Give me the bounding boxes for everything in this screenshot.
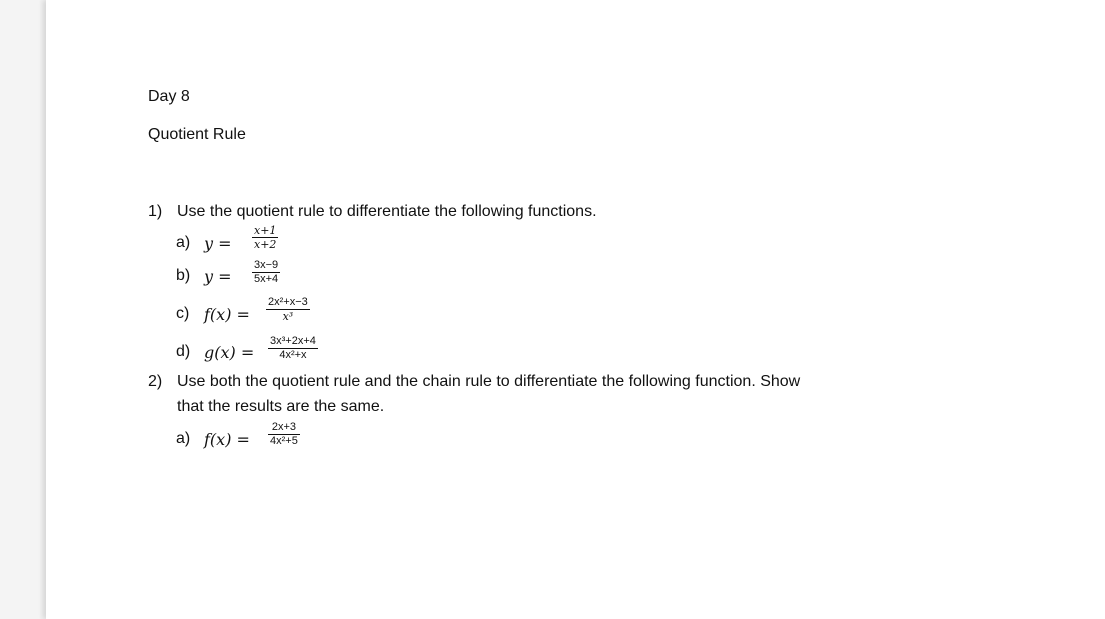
q2-number: 2) [148,373,163,390]
q2-prompt-line2: that the results are the same. [177,398,385,415]
q1-part-b-numerator: 3x−9 [254,259,279,271]
q1-part-d-denominator: 4x²+x [279,349,307,361]
left-margin [0,0,40,619]
q1-part-a-fraction [252,225,278,250]
day-label: Day 8 [148,88,190,105]
q1-part-a-lhs: y = [204,234,232,253]
q1-part-b-denominator: 5x+4 [254,273,279,285]
q1-part-a-denominator: x+2 [254,238,277,251]
q1-part-b-lhs: y = [204,267,232,286]
q1-number: 1) [148,203,163,220]
q2-part-a-fraction [268,422,300,447]
q1-part-d-fraction [268,336,318,361]
q1-part-b-fraction [252,260,280,285]
topic-title: Quotient Rule [148,126,246,143]
q1-part-d-lhs: g(x) = [204,343,255,362]
q2-part-a-lhs: f(x) = [204,430,250,449]
q1-part-c-label: c) [176,305,190,322]
document-page [46,0,1105,619]
q1-part-c-lhs: f(x) = [204,305,250,324]
q1-part-a-numerator: x+1 [254,224,277,237]
q1-prompt: Use the quotient rule to differentiate the following functions. [177,203,597,220]
q2-part-a-denominator: 4x²+5 [270,435,298,447]
q2-part-a-label: a) [176,430,191,447]
q1-part-c-fraction [266,297,310,322]
q1-part-c-numerator: 2x²+x−3 [268,296,308,308]
q1-part-c-denominator: x³ [282,310,294,323]
q1-part-d-label: d) [176,343,191,360]
q1-part-d-numerator: 3x³+2x+4 [270,335,316,347]
q2-prompt-line1: Use both the quotient rule and the chain rule to differentiate the following function. Show [177,373,801,390]
q1-part-a-label: a) [176,234,191,251]
q2-part-a-numerator: 2x+3 [268,422,300,435]
q1-part-b-label: b) [176,267,191,284]
